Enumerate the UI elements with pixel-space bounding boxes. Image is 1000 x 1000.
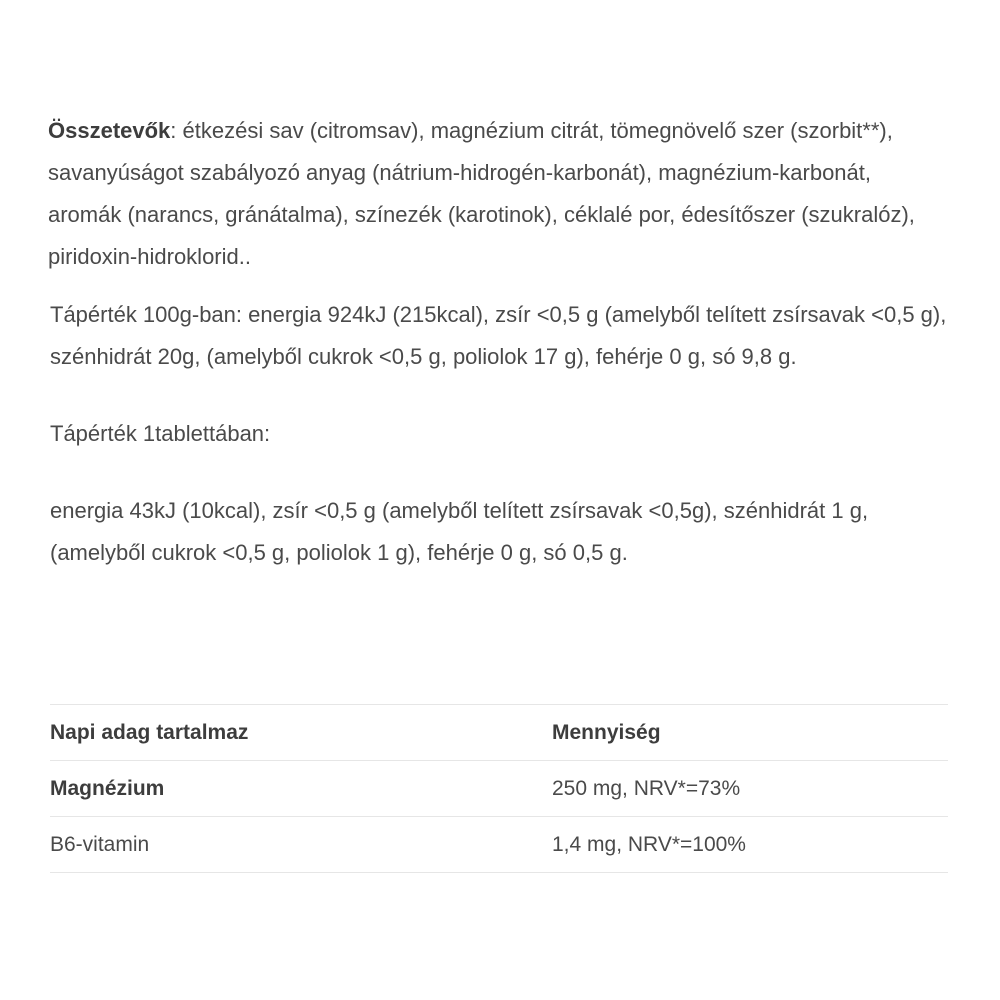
table-header-row bbox=[50, 705, 948, 761]
table-row bbox=[50, 817, 948, 873]
nutrient-name: B6-vitamin bbox=[50, 817, 552, 873]
nutrition-per-tablet: energia 43kJ (10kcal), zsír <0,5 g (amelyből telített zsírsavak <0,5g), szénhidrát 1 g, (amelyből cukrok <0,5 g, poliolok 1 g), fehérje 0 g, só 0,5 g. bbox=[50, 498, 869, 565]
nutrition-per-100g: Tápérték 100g-ban: energia 924kJ (215kcal), zsír <0,5 g (amelyből telített zsírsavak <0,5 g), szénhidrát 20g, (amelyből cukrok <0,5 g, poliolok 17 g), fehérje 0 g, só 9,8 g. bbox=[50, 302, 947, 369]
nutrient-amount: 1,4 mg, NRV*=100% bbox=[552, 817, 948, 873]
nutrient-amount: 250 mg, NRV*=73% bbox=[552, 761, 948, 817]
product-description bbox=[48, 110, 948, 574]
nutrient-name: Magnézium bbox=[50, 761, 552, 817]
ingredients-label: Összetevők bbox=[48, 118, 171, 143]
daily-dose-table bbox=[50, 704, 948, 873]
nutrition-per-tablet-heading: Tápérték 1tablettában: bbox=[50, 421, 271, 446]
ingredients-paragraph bbox=[48, 110, 948, 278]
header-amount: Mennyiség bbox=[552, 705, 948, 761]
header-daily-dose: Napi adag tartalmaz bbox=[50, 705, 552, 761]
ingredients-text: : étkezési sav (citromsav), magnézium citrát, tömegnövelő szer (szorbit**), savanyúságot szabályozó anyag (nátrium-hidrogén-karbonát), magnézium-karbonát, aromák (narancs, gránátalma), színezék (karotinok), céklalé por, édesítőszer (szukralóz), piridoxin-hidroklorid.. bbox=[48, 118, 915, 269]
table-row bbox=[50, 761, 948, 817]
